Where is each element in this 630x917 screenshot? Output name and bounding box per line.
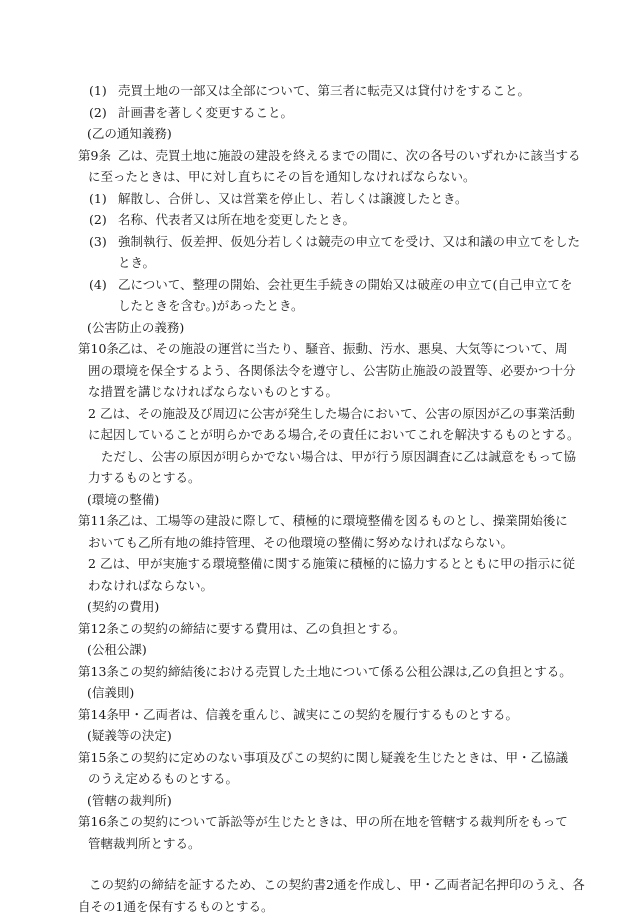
line-text: 乙について、整理の開始、会社更生手続きの開始又は破産の申立て(自己申立てを: [118, 277, 572, 292]
line-text: この契約の締結に要する費用は、乙の負担とする。: [118, 621, 406, 636]
article-number: 第15条: [78, 747, 118, 769]
line-text: に至ったときは、甲に対し直ちにその旨を通知しなければならない。: [88, 169, 476, 184]
line-text: 囲の環境を保全するよう、各関係法令を遵守し、公害防止施設の設置等、必要かつ十分: [88, 363, 576, 378]
article-line: [78, 661, 558, 683]
section-heading: [78, 317, 558, 339]
line-text: 乙は、甲が実施する環境整備に関する施策に積極的に協力するとともに甲の指示に従: [100, 556, 575, 571]
article-number: 第16条: [78, 811, 118, 833]
article-line: [78, 618, 558, 640]
line-text: この契約について訴訟等が生じたときは、甲の所在地を管轄する裁判所をもって: [118, 814, 568, 829]
article-number: 第10条: [78, 338, 118, 360]
line-text: (疑義等の決定): [87, 728, 172, 743]
line-text: わなければならない。: [88, 578, 213, 593]
line-text: 甲・乙両者は、信義を重んじ、誠実にこの契約を履行するものとする。: [118, 707, 518, 722]
line-text: この契約に定めのない事項及びこの契約に関し疑義を生じたときは、甲・乙協議: [118, 750, 568, 765]
text-line: [78, 403, 558, 425]
list-item: [78, 188, 558, 210]
section-heading: [78, 123, 558, 145]
text-line: [78, 896, 558, 917]
article-line: [78, 747, 558, 769]
text-line: [78, 252, 558, 274]
section-heading: [78, 790, 558, 812]
list-item: [78, 231, 558, 253]
text-line: [78, 381, 558, 403]
line-text: 乙は、その施設の運営に当たり、騒音、振動、汚水、悪臭、大気等について、周: [118, 341, 568, 356]
section-heading: [78, 489, 558, 511]
text-line: [78, 874, 558, 896]
line-text: (信義則): [87, 685, 134, 700]
article-line: [78, 811, 558, 833]
item-number: (1): [89, 188, 118, 210]
line-text: 自その1通を保有するものとする。: [78, 899, 273, 914]
section-heading: [78, 596, 558, 618]
text-line: [78, 833, 558, 855]
text-line: [78, 360, 558, 382]
line-text: (公害防止の義務): [87, 320, 184, 335]
item-number: (2): [89, 102, 118, 124]
section-heading: [78, 639, 558, 661]
article-line: [78, 510, 558, 532]
text-line: [78, 446, 558, 468]
article-number: 第13条: [78, 661, 118, 683]
item-number: (4): [89, 274, 118, 296]
contract-body: [78, 80, 558, 917]
line-text: 力するものとする。: [88, 470, 201, 485]
section-heading: [78, 725, 558, 747]
line-text: 売買土地の一部又は全部について、第三者に転売又は貸付けをすること。: [118, 83, 530, 98]
section-heading: [78, 682, 558, 704]
line-text: 乙は、その施設及び周辺に公害が発生した場合において、公害の原因が乙の事業活動: [100, 406, 575, 421]
article-number: 第11条: [78, 510, 118, 532]
article-number: 第9条: [78, 145, 118, 167]
article-line: [78, 704, 558, 726]
line-text: 乙は、工場等の建設に際して、積極的に環境整備を図るものとし、操業開始後に: [118, 513, 568, 528]
article-number: 第14条: [78, 704, 118, 726]
line-text: に起因していることが明らかである場合,その責任においてこれを解決するものとする。: [88, 427, 579, 442]
article-line: [78, 145, 558, 167]
list-item: [78, 274, 558, 296]
article-number: 第12条: [78, 618, 118, 640]
line-text: 強制執行、仮差押、仮処分若しくは競売の申立てを受け、又は和議の申立てをした: [118, 234, 580, 249]
paragraph-number: 2: [88, 403, 100, 425]
text-line: [78, 295, 558, 317]
line-text: 名称、代表者又は所在地を変更したとき。: [118, 212, 355, 227]
line-text: な措置を講じなければならないものとする。: [88, 384, 338, 399]
line-text: したときを含む。)があったとき。: [118, 298, 304, 313]
line-text: とき。: [118, 255, 155, 270]
line-text: おいても乙所有地の維持管理、その他環境の整備に努めなければならない。: [88, 535, 513, 550]
item-number: (2): [89, 209, 118, 231]
paragraph-gap: [78, 854, 558, 874]
list-item: [78, 102, 558, 124]
line-text: 解散し、合併し、又は営業を停止し、若しくは譲渡したとき。: [118, 191, 468, 206]
text-line: [78, 424, 558, 446]
paragraph-number: 2: [88, 553, 100, 575]
line-text: (管轄の裁判所): [87, 793, 172, 808]
line-text: (契約の費用): [87, 599, 159, 614]
text-line: [78, 768, 558, 790]
item-number: (1): [89, 80, 118, 102]
line-text: 乙は、売買土地に施設の建設を終えるまでの間に、次の各号のいずれかに該当する: [118, 148, 581, 163]
text-line: [78, 575, 558, 597]
text-line: [78, 467, 558, 489]
line-text: のうえ定めるものとする。: [88, 771, 238, 786]
line-text: この契約の締結を証するため、この契約書2通を作成し、甲・乙両者記名押印のうえ、各: [89, 877, 585, 892]
line-text: この契約締結後における売買した土地について係る公租公課は,乙の負担とする。: [118, 664, 572, 679]
line-text: 計画書を著しく変更すること。: [118, 105, 293, 120]
line-text: 管轄裁判所とする。: [88, 836, 201, 851]
list-item: [78, 209, 558, 231]
line-text: ただし、公害の原因が明らかでない場合は、甲が行う原因調査に乙は誠意をもって協: [101, 449, 576, 464]
text-line: [78, 553, 558, 575]
list-item: [78, 80, 558, 102]
line-text: (環境の整備): [87, 492, 159, 507]
article-line: [78, 338, 558, 360]
line-text: (公租公課): [87, 642, 147, 657]
line-text: (乙の通知義務): [87, 126, 172, 141]
text-line: [78, 532, 558, 554]
item-number: (3): [89, 231, 118, 253]
text-line: [78, 166, 558, 188]
